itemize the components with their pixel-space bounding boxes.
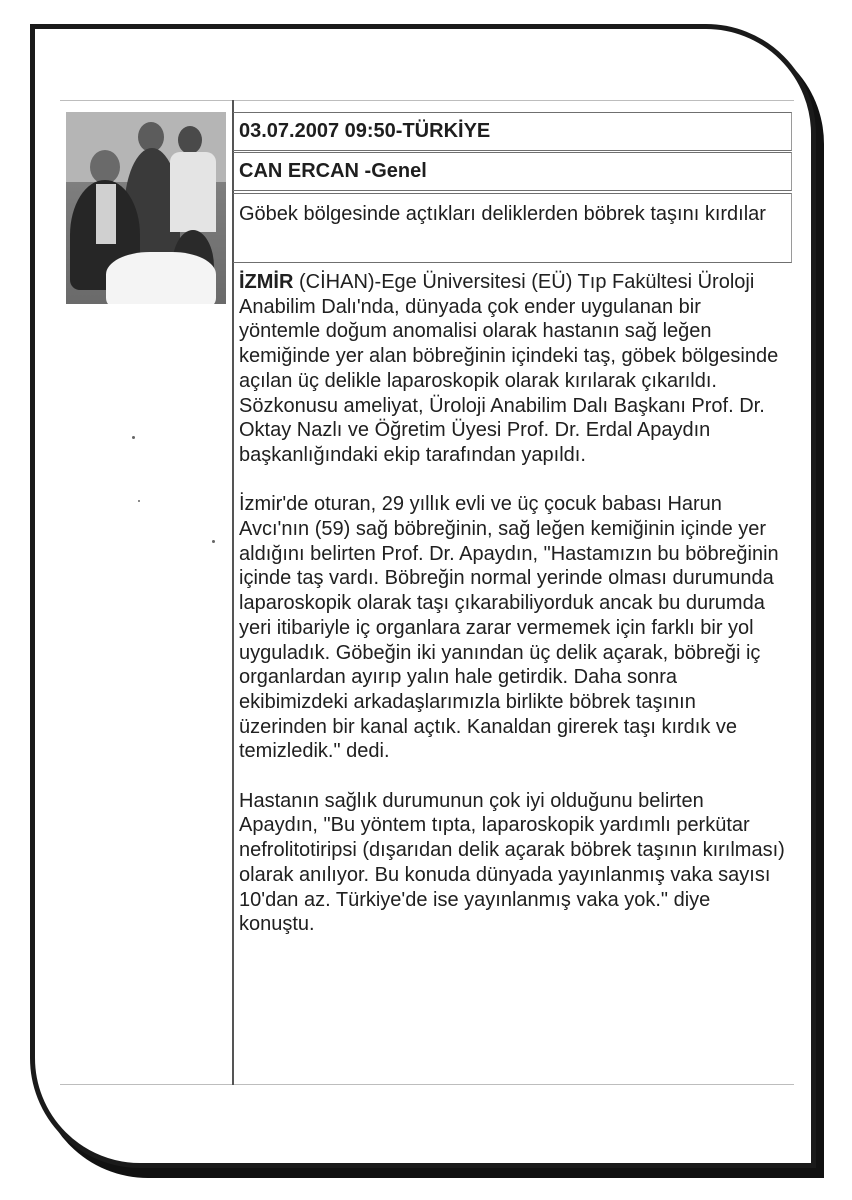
headline: Göbek bölgesinde açtıkları deliklerden böbrek taşını kırdılar (233, 193, 792, 263)
paragraph-3: Hastanın sağlık durumunun çok iyi olduğunu belirten Apaydın, "Bu yöntem tıpta, laparoskopik yardımlı perkütar nefrolitotiripsi (dışarıdan delik açarak böbrek taşının kırılması) olarak anılıyor. Bu konuda dünyada yayınlanmış vaka sayısı 10'dan az. Türkiye'de ise yayınlanmış vaka yok." diye konuştu. (239, 789, 785, 936)
date-line: 03.07.2007 09:50-TÜRKİYE (233, 112, 792, 151)
scan-speck (132, 436, 135, 439)
paragraph-1 (239, 270, 787, 468)
article-photo (66, 112, 226, 304)
article-body (239, 270, 787, 962)
author-line: CAN ERCAN -Genel (233, 152, 792, 191)
paragraph-1-text: (CİHAN)-Ege Üniversitesi (EÜ) Tıp Fakültesi Üroloji Anabilim Dalı'nda, dünyada çok ender uygulanan bir yöntemle doğum anomalisi olarak hastanın sağ leğen kemiğinde yer alan böbreğinin içindeki taş, göbek bölgesinde açılan üç delikle laparoskopik olarak kırılarak çıkarıldı. Sözkonusu ameliyat, Üroloji Anabilim Dalı Başkanı Prof. Dr. Oktay Nazlı ve Öğretim Üyesi Prof. Dr. Erdal Apaydın başkanlığındaki ekip tarafından yapıldı. (239, 271, 779, 466)
paragraph-2: İzmir'de oturan, 29 yıllık evli ve üç çocuk babası Harun Avcı'nın (59) sağ böbreğinin, sağ leğen kemiğinin içinde yer aldığını belirten Prof. Dr. Apaydın, "Hastamızın bu böbreğinin içinde taş vardı. Böbreğin normal yerinde olması durumunda laparoskopik olarak taşı çıkarabiliyorduk ancak bu durumda yeri itibariyle iç organlara zarar vermemek için farklı bir yol uyguladık. Göbeğin iki yanından üç delik açarak, böbreği iç organlardan ayırıp yalın hale getirdik. Daha sonra ekibimizdeki arkadaşlarımızla birlikte böbrek taşının üzerinden bir kanal açtık. Kanaldan girerek taşı kırdık ve temizledik." dedi. (239, 493, 779, 763)
scan-speck (138, 500, 140, 502)
scan-speck (212, 540, 215, 543)
dateline-city: İZMİR (239, 271, 294, 293)
